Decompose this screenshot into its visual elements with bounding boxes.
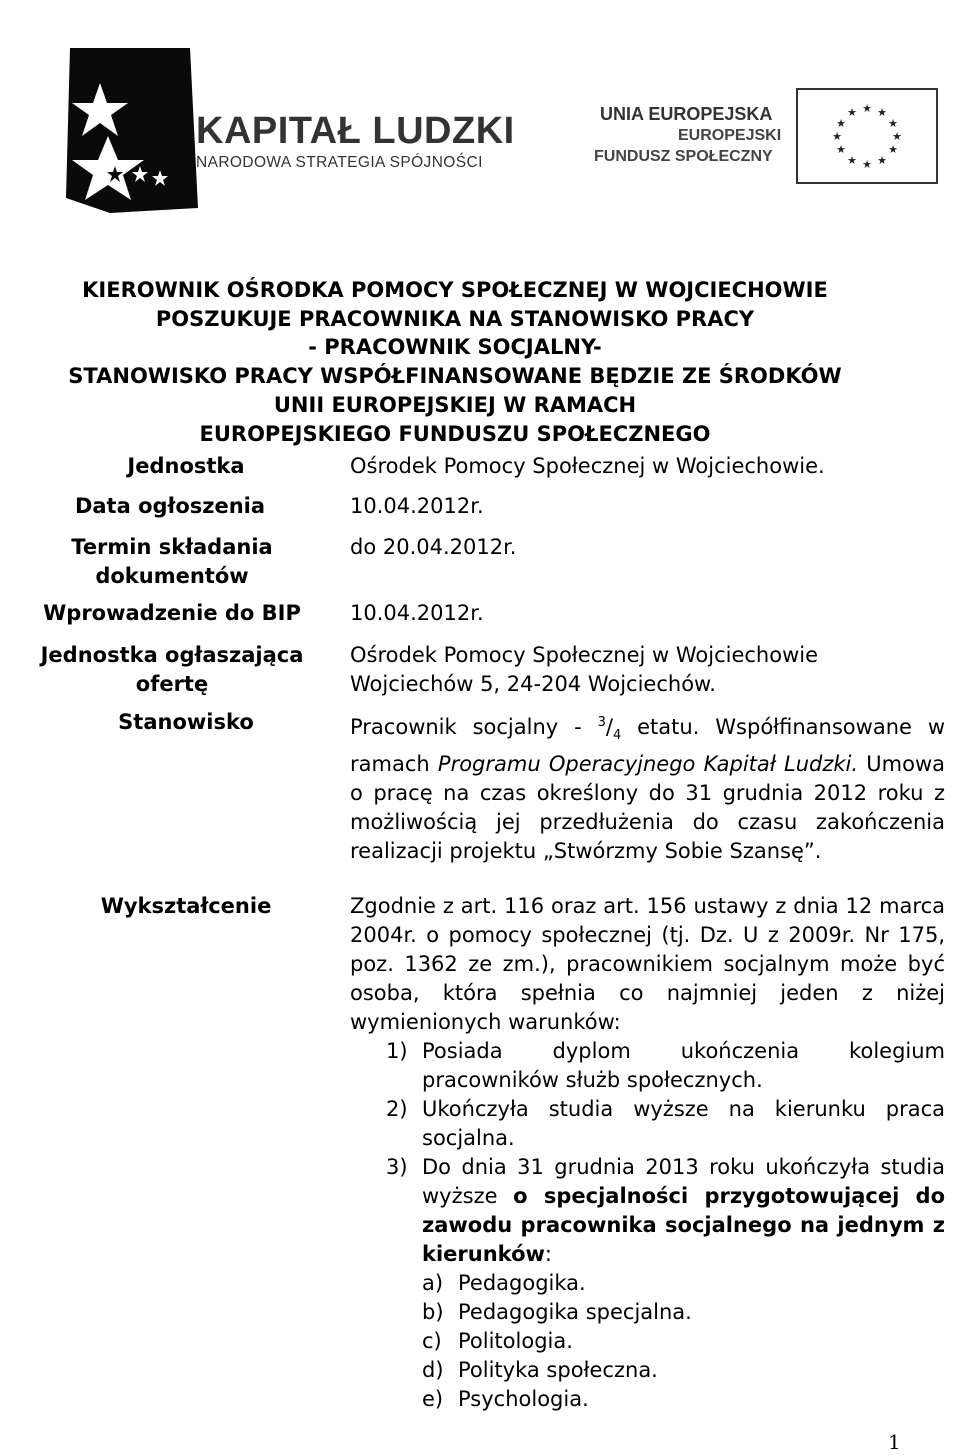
kapital-ludzki-subtitle: NARODOWA STRATEGIA SPÓJNOŚCI (196, 154, 483, 171)
label-ogl-line2: ofertę (135, 671, 209, 696)
value-stanowisko: Pracownik socjalny - $^3/_4$ etatu. Współfinansowane w ramach Programu Operacyjnego Kapitał Ludzki. Umowa o pracę na czas określony do 31 grudnia 2012 roku z możliwością jej przedłużenia do czasu zakończenia realizacji projektu „Stwórzmy Sobie Szansę”. (350, 715, 946, 864)
svg-text:★: ★ (847, 154, 857, 167)
sub-list-item-letter: a) (422, 1271, 444, 1295)
stanowisko-rest: Umowa o pracę na czas określony do 31 grudnia 2012 roku z możliwością jej przedłużenia do czasu zakończenia realizacji projektu „Stwórzmy Sobie Szansę”. (350, 752, 945, 864)
list-item-text-end: : (544, 1242, 552, 1266)
svg-text:★: ★ (862, 102, 872, 115)
heading-line-5: UNII EUROPEJSKIEJ W RAMACH (273, 392, 637, 417)
label-termin (22, 533, 322, 590)
svg-text:★: ★ (877, 154, 887, 167)
sub-list-item-text: Psychologia. (458, 1387, 589, 1411)
label-termin-line1: Termin składania (71, 535, 273, 559)
value-termin: do 20.04.2012r. (350, 535, 517, 559)
value-bip: 10.04.2012r. (350, 601, 484, 625)
label-termin-line2: dokumentów (95, 563, 249, 588)
stanowisko-pre: Pracownik socjalny - (350, 715, 598, 739)
list-item-number: 2) (386, 1097, 408, 1121)
list-item-text: Posiada dyplom ukończenia kolegium pracowników służb społecznych. (422, 1039, 945, 1092)
list-item (350, 1037, 945, 1095)
value-wyksztalcenie (350, 892, 945, 1414)
svg-text:★: ★ (836, 117, 846, 130)
list-item (350, 1095, 945, 1153)
fraction-denominator: 4 (612, 728, 622, 744)
svg-text:★: ★ (892, 130, 902, 143)
label-bip: Wprowadzenie do BIP (43, 601, 301, 625)
list-item-text: Do dnia 31 grudnia 2013 roku ukończyła studia wyższe (422, 1155, 945, 1208)
wyksztalcenie-intro: Zgodnie z art. 116 oraz art. 156 ustawy z dnia 12 marca 2004r. o pomocy społecznej (tj. Dz. U z 2009r. Nr 175, poz. 1362 ze zm.), pracownikiem socjalnym może być osoba, która spełnia co najmniej jeden z niżej wymienionych warunków: (350, 894, 945, 1034)
label-wyksztalcenie: Wykształcenie (100, 894, 272, 918)
label-stanowisko: Stanowisko (118, 710, 254, 734)
sub-list-item (350, 1385, 945, 1414)
eu-flag-icon (796, 88, 938, 184)
sub-list-item (350, 1356, 945, 1385)
label-data-ogloszenia: Data ogłoszenia (74, 494, 266, 518)
ue-logo-line3: FUNDUSZ SPOŁECZNY (594, 148, 773, 165)
svg-text:★: ★ (836, 143, 846, 156)
svg-text:★: ★ (862, 158, 872, 171)
heading-line-1: KIEROWNIK OŚRODKA POMOCY SPOŁECZNEJ W WOJCIECHOWIE (82, 278, 828, 302)
page-number: 1 (888, 1430, 901, 1454)
sub-list-item-letter: d) (422, 1358, 444, 1382)
value-data-ogloszenia: 10.04.2012r. (350, 494, 484, 518)
sub-list-item (350, 1298, 945, 1327)
value-jednostka-oglaszajaca (350, 641, 945, 699)
value-ogl-line1: Ośrodek Pomocy Społecznej w Wojciechowie (350, 643, 818, 667)
list-item-number: 1) (386, 1039, 408, 1063)
label-ogl-line1: Jednostka ogłaszająca (40, 643, 304, 667)
sub-list-item-letter: e) (422, 1387, 444, 1411)
stanowisko-post: etatu. Współfinansowane w ramach (350, 715, 946, 777)
ue-logo-line1: UNIA EUROPEJSKA (600, 104, 773, 124)
svg-text:★: ★ (877, 106, 887, 119)
heading-line-2: POSZUKUJE PRACOWNIKA NA STANOWISKO PRACY (155, 306, 755, 331)
svg-text:★: ★ (888, 143, 898, 156)
label-jednostka-oglaszajaca (22, 641, 322, 698)
sub-list-item-text: Pedagogika specjalna. (458, 1300, 692, 1324)
kapital-ludzki-title: KAPITAŁ LUDZKI (196, 110, 515, 152)
sub-list-item (350, 1327, 945, 1356)
heading-line-4: STANOWISKO PRACY WSPÓŁFINANSOWANE BĘDZIE ZE ŚRODKÓW (68, 364, 842, 389)
document-heading (40, 276, 870, 448)
value-ogl-line2: Wojciechów 5, 24-204 Wojciechów. (350, 672, 716, 696)
ue-logo-line2: EUROPEJSKI (678, 127, 782, 144)
list-item-text-bold: o specjalności przygotowującej do zawodu pracownika socjalnego na jednym z kierunków (422, 1184, 946, 1266)
heading-line-3: - PRACOWNIK SOCJALNY- (308, 335, 602, 360)
svg-text:★: ★ (847, 106, 857, 119)
sub-list-item-text: Politologia. (458, 1329, 573, 1353)
svg-text:★: ★ (888, 117, 898, 130)
value-jednostka: Ośrodek Pomocy Społecznej w Wojciechowie. (350, 454, 825, 478)
list-item-text: Ukończyła studia wyższe na kierunku praca socjalna. (422, 1097, 945, 1150)
fraction-numerator: 3 (597, 715, 606, 730)
sub-list-item-text: Pedagogika. (458, 1271, 586, 1295)
sub-list-item (350, 1269, 945, 1298)
sub-list-item-letter: b) (422, 1300, 444, 1324)
list-item (350, 1153, 945, 1269)
sub-list-item-letter: c) (422, 1329, 442, 1353)
svg-text:★: ★ (832, 130, 842, 143)
label-jednostka: Jednostka (127, 454, 245, 478)
program-name: Programu Operacyjnego Kapitał Ludzki. (437, 752, 859, 777)
list-item-number: 3) (386, 1155, 408, 1179)
heading-line-6: EUROPEJSKIEGO FUNDUSZU SPOŁECZNEGO (199, 421, 711, 446)
kapital-ludzki-emblem-icon (60, 48, 200, 218)
sub-list-item-text: Polityka społeczna. (458, 1358, 658, 1382)
